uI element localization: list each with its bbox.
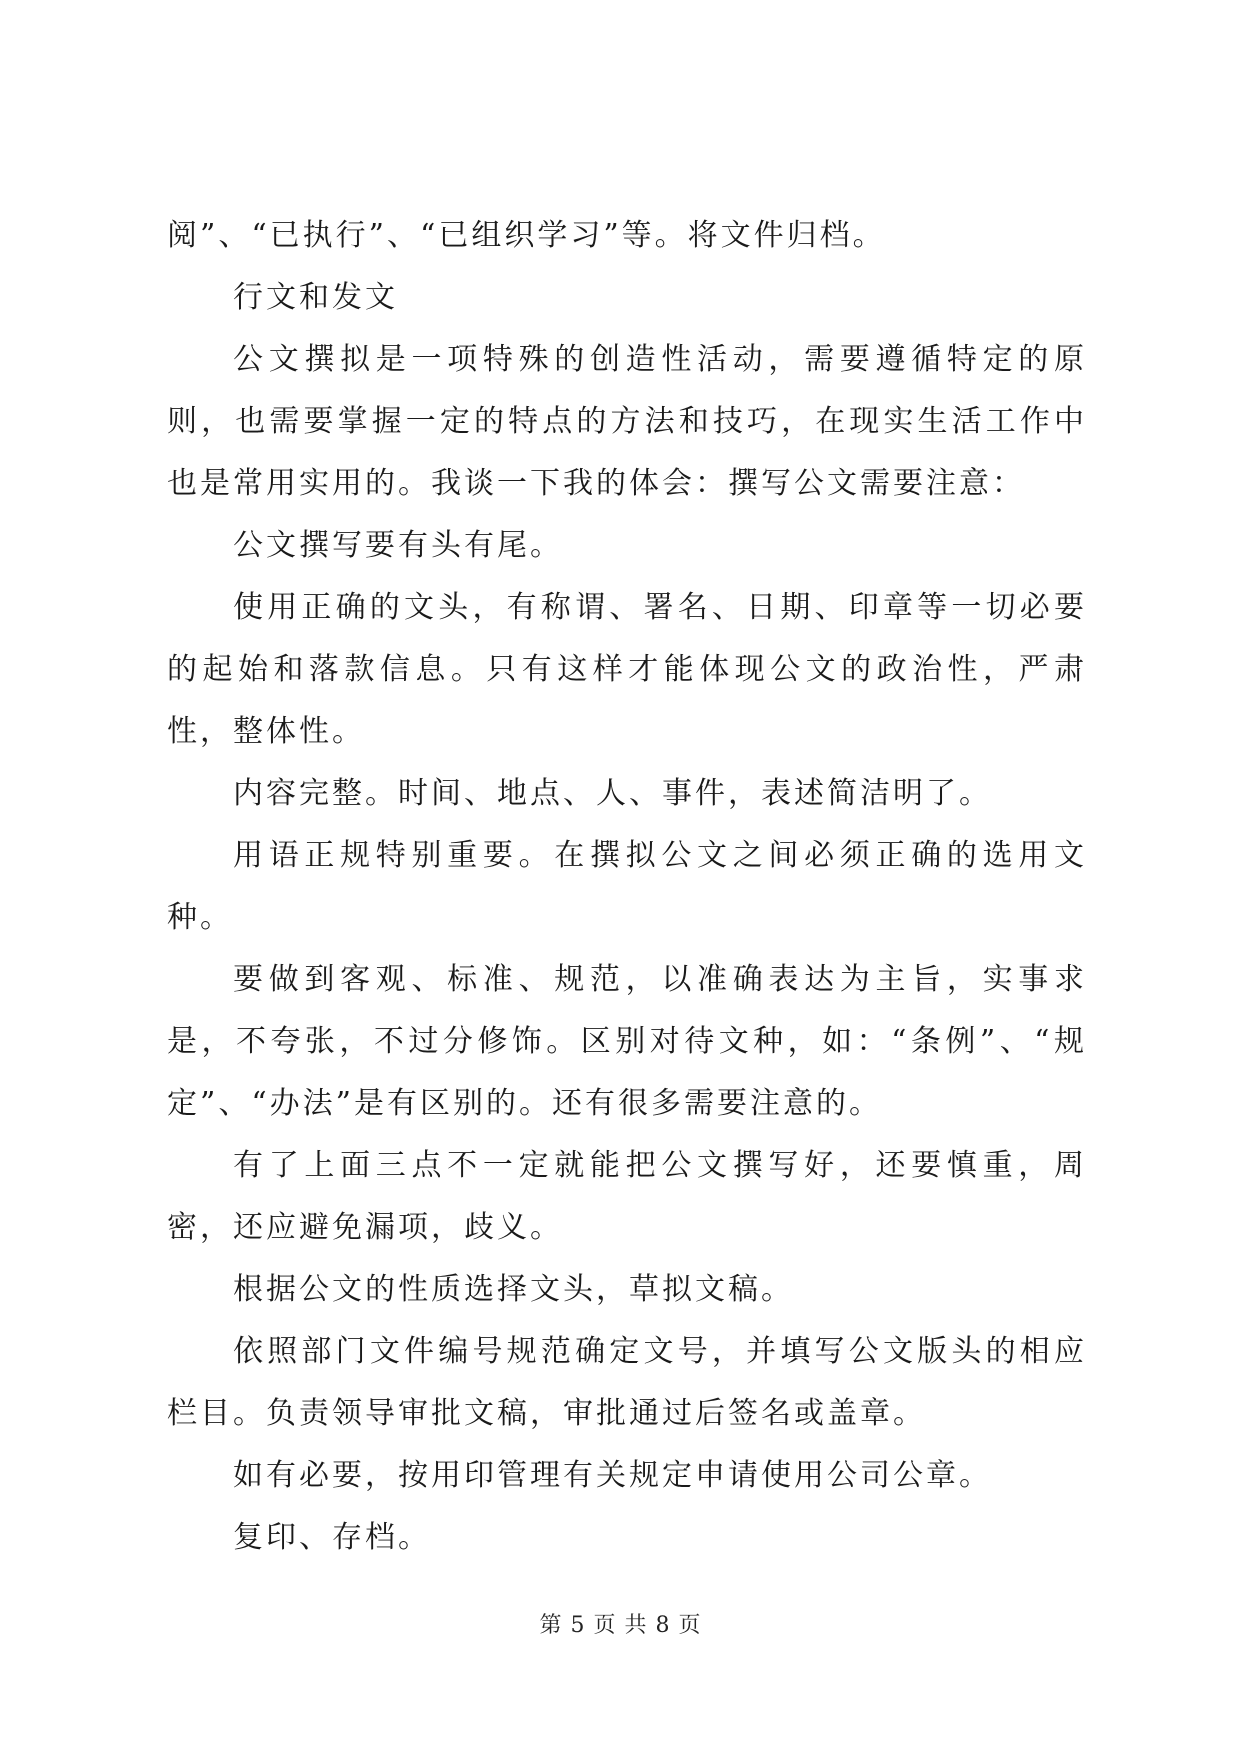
paragraph: 内容完整。时间、地点、人、事件，表述简洁明了。 [233, 776, 992, 811]
paragraph: 如有必要，按用印管理有关规定申请使用公司公章。 [233, 1458, 992, 1493]
page-number-footer: 第 5 页 共 8 页 [539, 1613, 702, 1638]
paragraph: 依照部门文件编号规范确定文号，并填写公文版头的相应栏目。负责领导审批文稿，审批通过后签名或盖章。 [167, 1334, 1087, 1431]
paragraph: 使用正确的文头，有称谓、署名、日期、印章等一切必要的起始和落款信息。只有这样才能体现公文的政治性，严肃性，整体性。 [167, 590, 1087, 749]
paragraph: 有了上面三点不一定就能把公文撰写好，还要慎重，周密，还应避免漏项，歧义。 [167, 1148, 1087, 1245]
paragraph: 公文撰写要有头有尾。 [233, 528, 563, 563]
document-body [167, 205, 1087, 1569]
paragraph: 阅”、“已执行”、“已组织学习”等。将文件归档。 [167, 218, 886, 253]
paragraph: 公文撰拟是一项特殊的创造性活动，需要遵循特定的原则，也需要掌握一定的特点的方法和技巧，在现实生活工作中也是常用实用的。我谈一下我的体会：撰写公文需要注意： [167, 342, 1087, 501]
paragraph: 要做到客观、标准、规范，以准确表达为主旨，实事求是，不夸张，不过分修饰。区别对待文种，如：“条例”、“规定”、“办法”是有区别的。还有很多需要注意的。 [167, 962, 1087, 1121]
paragraph: 复印、存档。 [233, 1520, 431, 1555]
paragraph: 根据公文的性质选择文头，草拟文稿。 [233, 1272, 794, 1307]
section-heading: 行文和发文 [233, 280, 398, 315]
paragraph: 用语正规特别重要。在撰拟公文之间必须正确的选用文种。 [167, 838, 1087, 935]
